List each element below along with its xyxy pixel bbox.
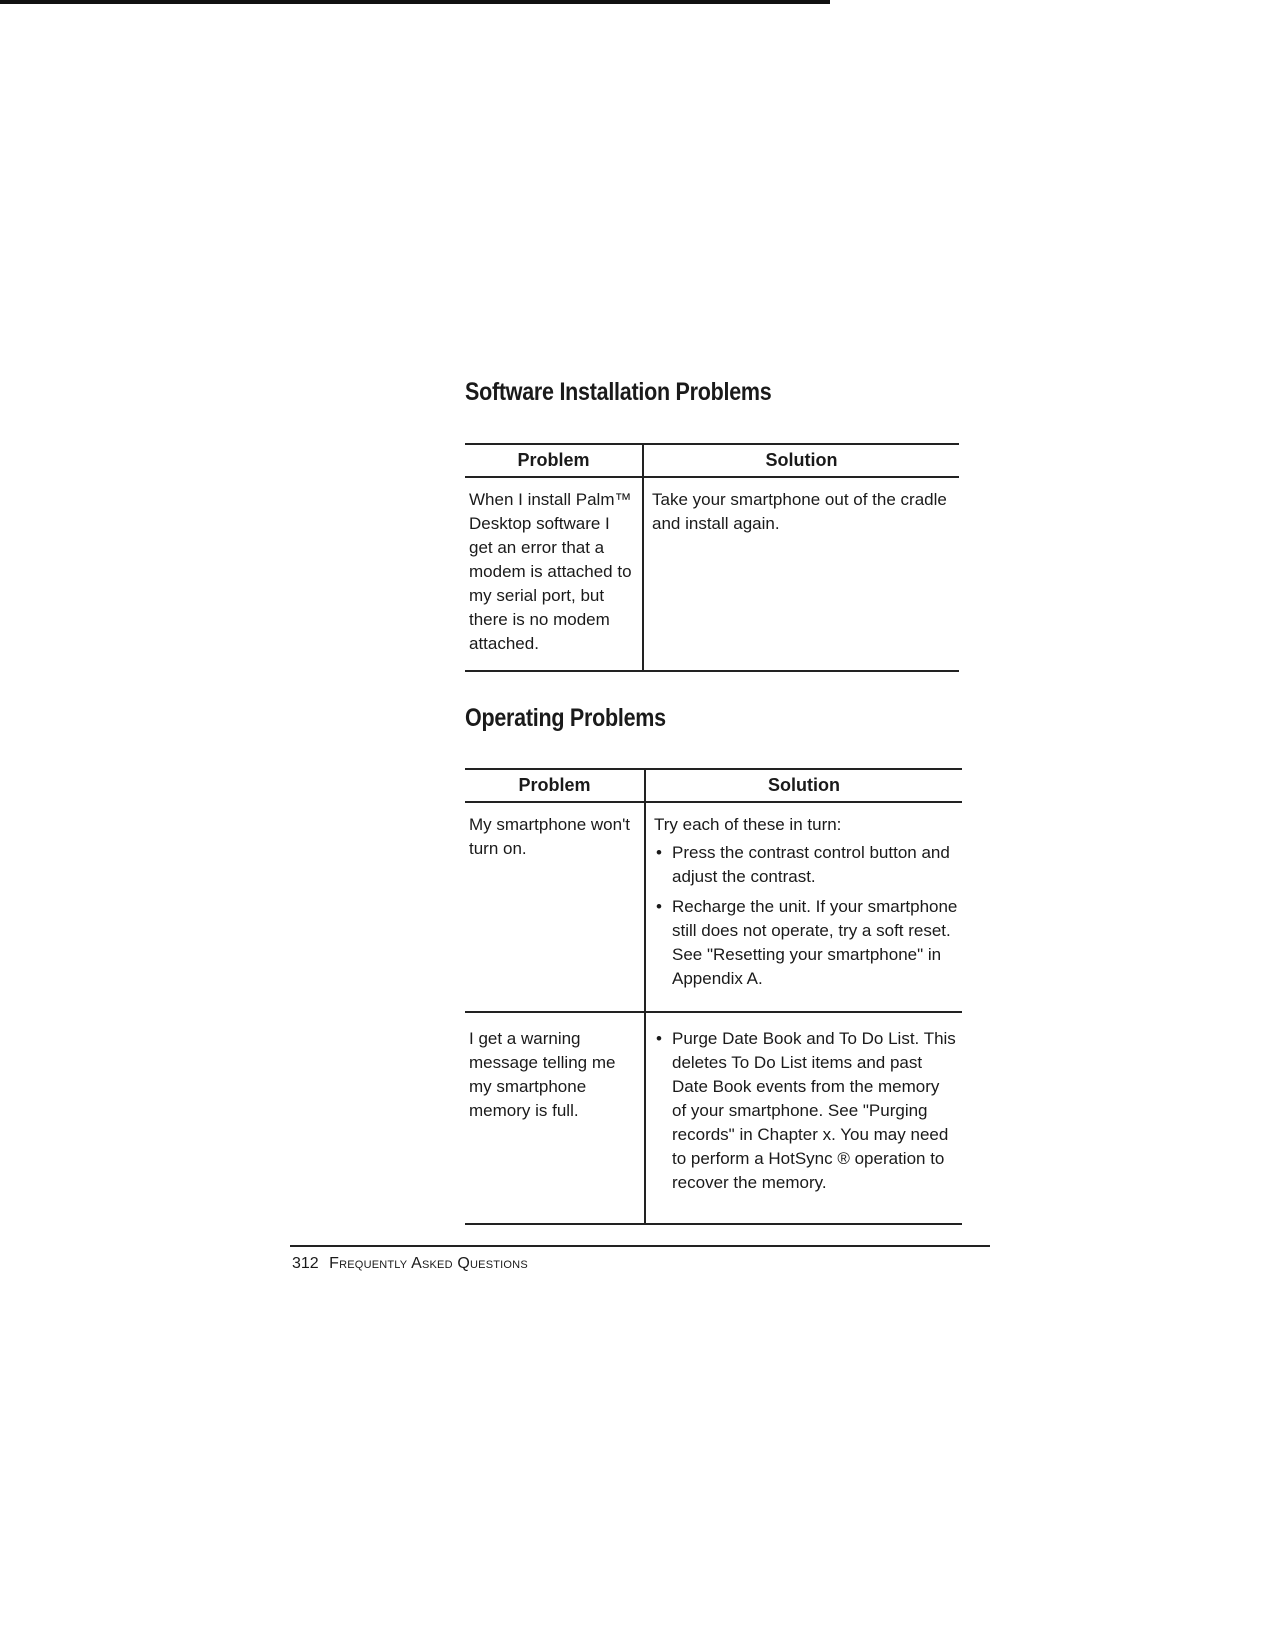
problem-column-header: Problem (465, 444, 643, 477)
solution-text: Try each of these in turn: (654, 815, 842, 834)
table-row (465, 1012, 962, 1224)
solution-bullet-list (654, 1027, 958, 1195)
table-row (465, 477, 959, 671)
problem-cell (465, 1012, 645, 1224)
section-title-operating-problems: Operating Problems (465, 704, 666, 732)
operating-problems-table (465, 768, 962, 1225)
solution-text: Take your smartphone out of the cradle and install again. (652, 490, 947, 533)
solution-column-header: Solution (643, 444, 959, 477)
chapter-label: Frequently Asked Questions (329, 1255, 528, 1272)
problem-text: When I install Palm™ Desktop software I get an error that a modem is attached to my serial port, but there is no modem attached. (469, 490, 632, 653)
footer-rule (290, 1245, 990, 1247)
solution-bullet: • Purge Date Book and To Do List. This deletes To Do List items and past Date Book events from the memory of your smartphone. See "Purging records" in Chapter x. You may need to perform a HotSync ® operation to recover the memory. (654, 1027, 958, 1195)
page-number: 312 (292, 1255, 319, 1272)
problem-text: My smartphone won't turn on. (469, 815, 631, 858)
solution-column-header: Solution (645, 769, 962, 802)
problem-cell (465, 802, 645, 1012)
table-header-row (465, 444, 959, 477)
solution-cell (645, 1012, 962, 1224)
software-installation-table (465, 443, 959, 672)
table-row (465, 802, 962, 1012)
table-header-row (465, 769, 962, 802)
solution-cell (645, 802, 962, 1012)
section-title-software-installation: Software Installation Problems (465, 378, 772, 406)
page-footer (292, 1255, 528, 1273)
problem-text: I get a warning message telling me my smartphone memory is full. (469, 1029, 616, 1120)
problem-column-header: Problem (465, 769, 645, 802)
solution-cell (643, 477, 959, 671)
solution-bullet: • Press the contrast control button and adjust the contrast. (654, 841, 958, 889)
solution-bullet: • Recharge the unit. If your smartphone still does not operate, try a soft reset. See "Resetting your smartphone" in Appendix A. (654, 895, 958, 991)
problem-cell (465, 477, 643, 671)
scan-edge-bar (0, 0, 830, 4)
solution-bullet-list (654, 841, 958, 991)
